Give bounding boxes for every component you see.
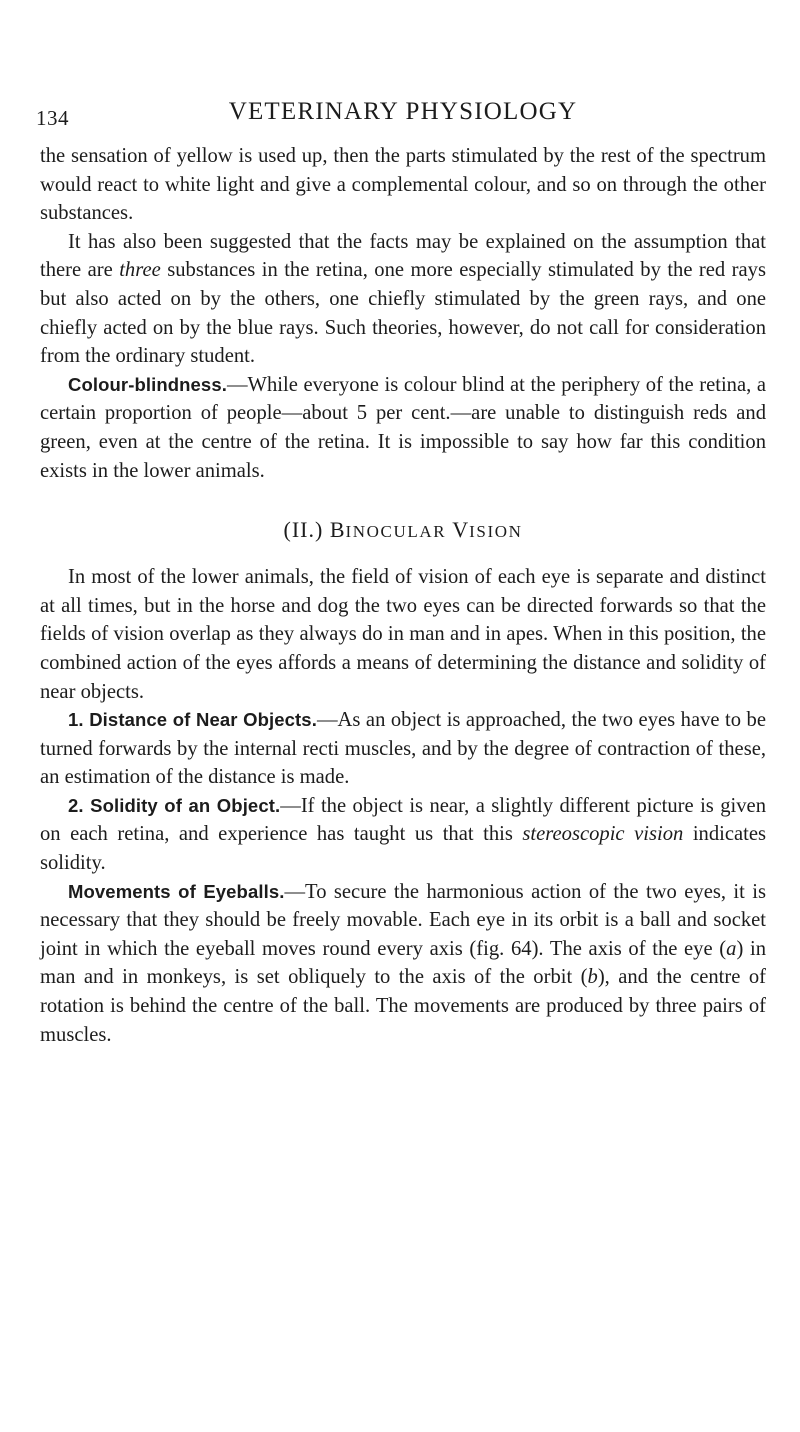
movements-text-1: —To secure the harmonious action of the two eyes, it is necessary that they should be freely movable. Each eye in its orbit is a ball and socket joint in which the eyeball moves round every axis (fig. 64). The axis of the eye ( bbox=[40, 880, 766, 960]
section-title-rest-b: INOCULAR bbox=[345, 522, 447, 542]
section-title-initial-v: V bbox=[452, 517, 470, 543]
colour-blindness-text: —While everyone is colour blind at the periphery of the retina, a certain proportion of people—about 5 per cent.—are unable to distinguish reds and green, even at the centre of the retina. It is impossible to say how far this condition exists in the lower animals. bbox=[40, 373, 766, 482]
paragraph-binocular bbox=[40, 563, 766, 706]
page-header bbox=[36, 96, 766, 136]
paragraph-2 bbox=[40, 228, 766, 371]
paragraph-solidity bbox=[40, 792, 766, 878]
section-number: (II.) bbox=[283, 517, 324, 543]
distance-heading: 1. Distance of Near Objects. bbox=[68, 709, 317, 731]
paragraph-distance bbox=[40, 706, 766, 792]
running-title: VETERINARY PHYSIOLOGY bbox=[228, 98, 578, 125]
movements-text-2: ) in man and in monkeys, is set obliquely to the axis of the orbit ( bbox=[40, 937, 766, 989]
solidity-heading: 2. Solidity of an Object. bbox=[68, 794, 281, 816]
book-page bbox=[36, 96, 767, 1049]
paragraph-colour-blindness bbox=[40, 371, 766, 485]
section-title-binocular-vision bbox=[40, 516, 766, 546]
paragraph-1-text: the sensation of yellow is used up, then the parts stimulated by the rest of the spectrum would react to white light and give a complemental colour, and so on through the other substances. bbox=[40, 145, 766, 225]
section-title-rest-v: ISION bbox=[469, 522, 523, 542]
movements-italic-b: b bbox=[587, 966, 598, 989]
solidity-italic: stereoscopic vision bbox=[522, 823, 684, 846]
paragraph-movements bbox=[40, 878, 766, 1050]
paragraph-2-italic: three bbox=[119, 259, 161, 282]
solidity-text-before: —If the object is near, a slightly different picture is given on each retina, and experience has taught us that this bbox=[40, 794, 766, 846]
movements-text-3: ), and the centre of rotation is behind the centre of the ball. The movements are produced by three pairs of muscles. bbox=[40, 966, 767, 1046]
colour-blindness-heading: Colour-blindness. bbox=[68, 373, 227, 395]
movements-heading: Movements of Eyeballs. bbox=[68, 880, 285, 902]
distance-text: —As an object is approached, the two eyes have to be turned forwards by the internal recti muscles, and by the degree of contraction of these, an estimation of the distance is made. bbox=[40, 709, 766, 789]
paragraph-2-text-after: substances in the retina, one more especially stimulated by the red rays but also acted on by the others, one chiefly stimulated by the green rays, and one chiefly acted on by the blue rays. Such theories, however, do not call for consideration from the ordinary student. bbox=[40, 259, 766, 368]
movements-italic-a: a bbox=[726, 937, 737, 960]
page-number: 134 bbox=[36, 106, 69, 130]
paragraph-1 bbox=[40, 142, 766, 228]
paragraph-binocular-text: In most of the lower animals, the field of vision of each eye is separate and distinct at all times, but in the horse and dog the two eyes can be directed forwards so that the fields of vision overlap as they always do in man and in apes. When in this position, the combined action of the eyes affords a means of determining the distance and solidity of near objects. bbox=[40, 566, 766, 703]
solidity-text-after: indicates solidity. bbox=[40, 823, 767, 875]
section-title-initial-b: B bbox=[329, 517, 346, 543]
paragraph-2-text-before: It has also been suggested that the facts may be explained on the assumption that there are bbox=[40, 230, 766, 282]
